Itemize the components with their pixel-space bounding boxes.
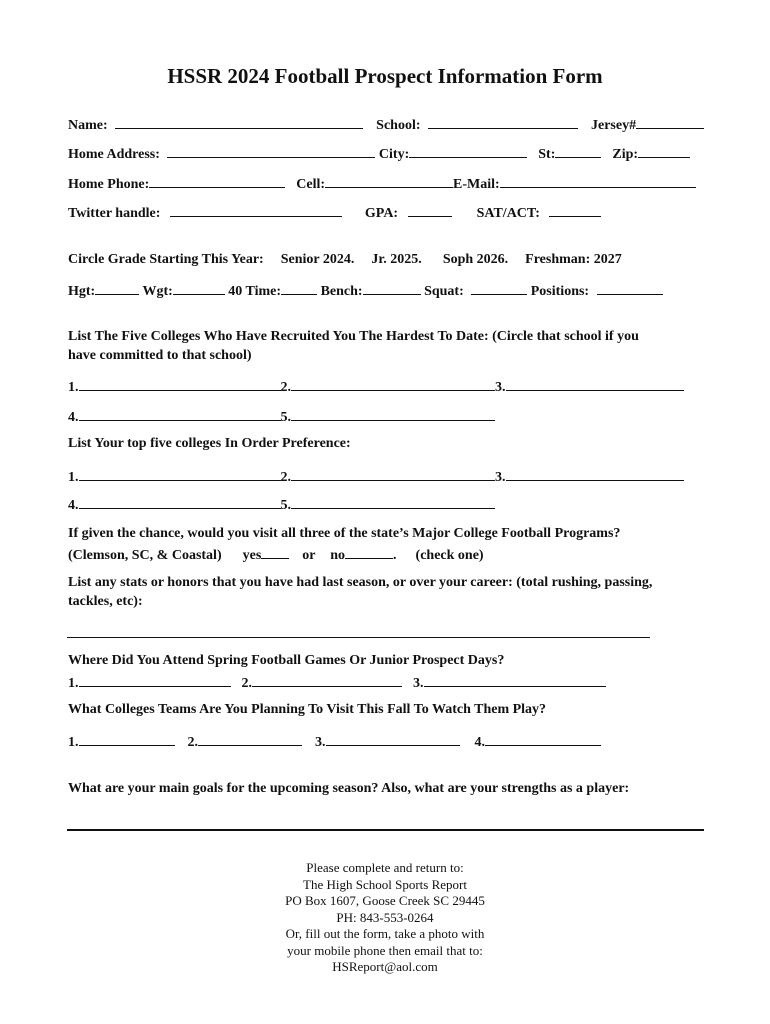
- spring-num-1: 1.: [68, 676, 79, 691]
- zip-label: Zip:: [612, 147, 639, 162]
- home-phone-field[interactable]: [149, 173, 285, 188]
- city-label: City:: [378, 147, 410, 162]
- recruited-field-4[interactable]: [79, 406, 281, 421]
- footer-email: HSReport@aol.com: [332, 959, 438, 974]
- squat-label: Squat:: [424, 284, 464, 299]
- positions-label: Positions:: [530, 284, 590, 299]
- recruited-field-1[interactable]: [79, 376, 281, 391]
- height-label: Hgt:: [68, 284, 96, 299]
- spring-field-2[interactable]: [252, 672, 402, 687]
- top-five-num-4: 4.: [68, 498, 79, 513]
- zip-field[interactable]: [638, 143, 690, 158]
- cell-label: Cell:: [296, 177, 326, 192]
- top-five-field-5[interactable]: [291, 494, 495, 509]
- recruited-field-5[interactable]: [291, 406, 495, 421]
- footer-line-2: The High School Sports Report: [303, 876, 467, 892]
- state-label: St:: [538, 147, 556, 162]
- footer-line-1: Please complete and return to:: [306, 860, 464, 875]
- top-five-field-1[interactable]: [79, 466, 281, 481]
- recruited-num-2: 2.: [280, 380, 291, 395]
- spring-field-3[interactable]: [424, 672, 606, 687]
- fall-num-2: 2.: [187, 735, 198, 750]
- email-label: E-Mail:: [453, 177, 500, 192]
- footer-line-3: PO Box 1607, Goose Creek SC 29445: [285, 893, 485, 908]
- school-label: School:: [376, 118, 421, 133]
- recruited-row-2: [68, 406, 495, 424]
- sat-act-label: SAT/ACT:: [476, 206, 540, 221]
- phone-row: [68, 173, 696, 191]
- top-five-num-1: 1.: [68, 470, 79, 485]
- spring-num-2: 2.: [241, 676, 252, 691]
- recruited-field-3[interactable]: [506, 376, 684, 391]
- gpa-label: GPA:: [364, 206, 399, 221]
- fall-num-3: 3.: [315, 735, 326, 750]
- city-field[interactable]: [409, 143, 527, 158]
- squat-field[interactable]: [471, 280, 527, 295]
- form-title: HSSR 2024 Football Prospect Information Form: [167, 64, 603, 88]
- bench-label: Bench:: [320, 284, 363, 299]
- visit-no-field[interactable]: [345, 544, 393, 559]
- visit-yes-label: yes: [242, 548, 262, 563]
- grade-option-sophomore[interactable]: Soph 2026.: [442, 252, 509, 267]
- top-five-num-3: 3.: [495, 470, 506, 485]
- name-field[interactable]: [115, 114, 363, 129]
- footer-line-6: your mobile phone then email that to:: [287, 942, 483, 958]
- address-row: [68, 143, 690, 161]
- top-five-field-4[interactable]: [79, 494, 281, 509]
- cell-field[interactable]: [325, 173, 453, 188]
- footer-line-5: Or, fill out the form, take a photo with: [285, 926, 485, 941]
- grade-option-freshman[interactable]: Freshman: 2027: [525, 252, 622, 267]
- stats-answer-line[interactable]: [67, 637, 650, 638]
- spring-row: [68, 672, 606, 690]
- weight-label: Wgt:: [142, 284, 173, 299]
- height-field[interactable]: [95, 280, 139, 295]
- goals-answer-line[interactable]: [67, 829, 704, 831]
- recruited-question-line1: List The Five Colleges Who Have Recruited You The Hardest To Date: (Circle that school if you: [68, 329, 639, 344]
- grade-option-senior[interactable]: Senior 2024.: [280, 252, 355, 267]
- top-five-row-1: [68, 466, 684, 484]
- fall-row: [68, 731, 601, 749]
- recruited-field-2[interactable]: [291, 376, 495, 391]
- stats-question-line2: tackles, etc):: [68, 594, 143, 609]
- recruited-question-line2: have committed to that school): [68, 348, 252, 363]
- home-address-field[interactable]: [167, 143, 375, 158]
- name-row: [68, 114, 704, 132]
- jersey-field[interactable]: [636, 114, 704, 129]
- top-five-question: List Your top five colleges In Order Preference:: [68, 436, 351, 451]
- recruited-num-1: 1.: [68, 380, 79, 395]
- fall-num-1: 1.: [68, 735, 79, 750]
- spring-num-3: 3.: [413, 676, 424, 691]
- gpa-field[interactable]: [408, 202, 452, 217]
- fall-field-1[interactable]: [79, 731, 175, 746]
- fall-field-4[interactable]: [485, 731, 601, 746]
- twitter-field[interactable]: [170, 202, 342, 217]
- bench-field[interactable]: [363, 280, 421, 295]
- recruited-num-3: 3.: [495, 380, 506, 395]
- grade-row: [68, 251, 622, 269]
- spring-question: Where Did You Attend Spring Football Games Or Junior Prospect Days?: [68, 653, 505, 668]
- home-address-label: Home Address:: [68, 147, 160, 162]
- visit-yes-field[interactable]: [261, 544, 289, 559]
- positions-field[interactable]: [597, 280, 663, 295]
- measurables-row: [68, 280, 663, 298]
- jersey-label: Jersey#: [591, 118, 637, 133]
- top-five-row-2: [68, 494, 495, 512]
- footer-line-4: PH: 843-553-0264: [336, 909, 434, 925]
- school-field[interactable]: [428, 114, 578, 129]
- top-five-field-2[interactable]: [291, 466, 495, 481]
- recruited-num-4: 4.: [68, 410, 79, 425]
- grade-label: Circle Grade Starting This Year:: [68, 252, 264, 267]
- visit-no-label: no: [330, 548, 346, 563]
- home-phone-label: Home Phone:: [68, 177, 150, 192]
- name-label: Name:: [68, 118, 108, 133]
- weight-field[interactable]: [173, 280, 225, 295]
- recruited-row-1: [68, 376, 684, 394]
- fall-question: What Colleges Teams Are You Planning To Visit This Fall To Watch Them Play?: [68, 702, 547, 717]
- sat-act-field[interactable]: [549, 202, 601, 217]
- twitter-label: Twitter handle:: [68, 206, 161, 221]
- email-field[interactable]: [500, 173, 696, 188]
- twitter-row: [68, 202, 601, 220]
- top-five-num-2: 2.: [280, 470, 291, 485]
- forty-time-label: 40 Time:: [228, 284, 282, 299]
- fall-num-4: 4.: [474, 735, 485, 750]
- visit-row: (Clemson, SC, & Coastal) yes or no . (check one): [68, 544, 484, 562]
- fall-field-2[interactable]: [198, 731, 302, 746]
- top-five-field-3[interactable]: [506, 466, 684, 481]
- grade-option-junior[interactable]: Jr. 2025.: [371, 252, 422, 267]
- spring-field-1[interactable]: [79, 672, 231, 687]
- visit-or-text: or: [302, 548, 316, 563]
- goals-question: What are your main goals for the upcoming season? Also, what are your strengths as a player:: [68, 781, 630, 796]
- recruited-num-5: 5.: [280, 410, 291, 425]
- state-field[interactable]: [555, 143, 601, 158]
- visit-check-one: (check one): [415, 548, 484, 563]
- visit-programs: (Clemson, SC, & Coastal): [68, 548, 222, 563]
- return-instructions: [0, 860, 770, 976]
- forty-time-field[interactable]: [281, 280, 317, 295]
- visit-question-line1: If given the chance, would you visit all three of the state’s Major College Football Programs?: [68, 526, 621, 541]
- top-five-num-5: 5.: [280, 498, 291, 513]
- stats-question-line1: List any stats or honors that you have had last season, or over your career: (total rushing, passing,: [68, 575, 653, 590]
- fall-field-3[interactable]: [326, 731, 460, 746]
